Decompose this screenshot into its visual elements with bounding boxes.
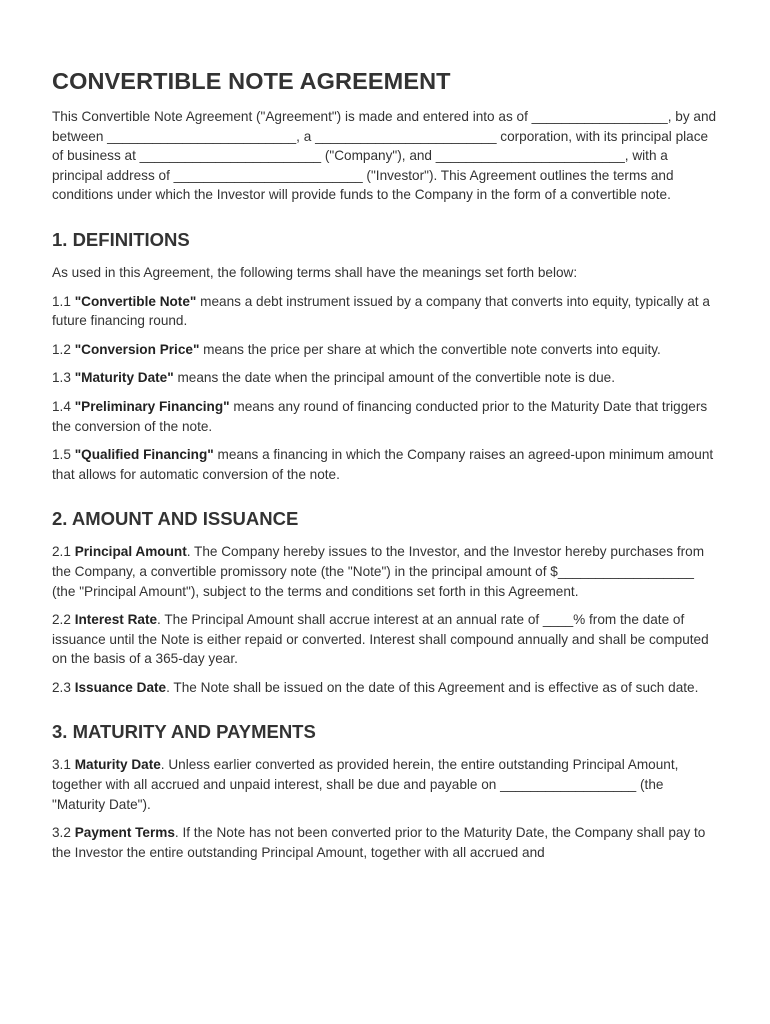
clause-term: "Preliminary Financing" — [74, 398, 230, 414]
section-heading-amount: 2. AMOUNT AND ISSUANCE — [52, 508, 299, 530]
clause-2-1 — [52, 542, 718, 601]
clause-term: Principal Amount — [74, 544, 187, 560]
clause-term: Issuance Date — [74, 679, 167, 695]
clause-term: Maturity Date — [74, 757, 161, 773]
clause-text: means the price per share at which the convertible note converts into equity. — [199, 341, 661, 357]
section-heading-definitions: 1. DEFINITIONS — [52, 228, 190, 250]
document-title: CONVERTIBLE NOTE AGREEMENT — [52, 68, 451, 94]
clause-number: 1.5 — [52, 447, 75, 463]
clause-1-2 — [52, 340, 718, 360]
clause-text: means any round of financing conducted prior to the Maturity Date that triggers the conversion of the note. — [52, 398, 708, 434]
section-heading-maturity: 3. MATURITY AND PAYMENTS — [52, 721, 316, 743]
clause-3-1 — [52, 755, 718, 814]
clause-term: "Convertible Note" — [74, 293, 197, 309]
clause-1-4 — [52, 397, 718, 436]
clause-term: "Conversion Price" — [74, 341, 200, 357]
clause-2-3 — [52, 678, 718, 698]
clause-text: means a financing in which the Company raises an agreed-upon minimum amount that allows for automatic conversion of the note. — [52, 447, 714, 482]
intro-paragraph: This Convertible Note Agreement ("Agreement") is made and entered into as of __________________, by and between _________________________, a ________________________ corporation, with its principal place of business at ________________________ ("Company"), and _________________________, with a principal address of _________________________ ("Investor"). This Agreement outlines the terms and conditions under which the Investor will provide funds to the Company in the form of a convertible note. — [52, 109, 717, 203]
clause-2-2 — [52, 610, 718, 669]
clause-number: 3.1 — [52, 757, 75, 773]
clause-term: "Maturity Date" — [74, 370, 174, 386]
clause-number: 2.3 — [52, 679, 75, 695]
clause-term: Interest Rate — [74, 612, 158, 628]
clause-text: . The Note shall be issued on the date of this Agreement and is effective as of such date. — [166, 679, 699, 695]
clause-number: 3.2 — [52, 825, 75, 841]
clause-3-2 — [52, 823, 718, 862]
clause-text: means the date when the principal amount of the convertible note is due. — [173, 370, 616, 386]
clause-number: 1.3 — [52, 370, 75, 386]
clause-number: 2.1 — [52, 544, 75, 560]
clause-1-1 — [52, 292, 718, 331]
definitions-lead: As used in this Agreement, the following terms shall have the meanings set forth below: — [52, 264, 578, 280]
clause-number: 1.4 — [52, 398, 75, 414]
clause-number: 1.2 — [52, 341, 75, 357]
clause-text: . The Company hereby issues to the Investor, and the Investor hereby purchases from the Company, a convertible promissory note (the "Note") in the principal amount of $__________________ (the "Principal Amount"), subject to the terms and conditions set forth in this Agreement. — [52, 544, 705, 599]
clause-text: . The Principal Amount shall accrue interest at an annual rate of ____% from the date of issuance until the Note is either repaid or converted. Interest shall compound annually and shall be computed on the basis of a 365-day year. — [52, 612, 709, 667]
clause-text: . If the Note has not been converted prior to the Maturity Date, the Company shall pay to the Investor the entire outstanding Principal Amount, together with all accrued and — [52, 825, 706, 860]
clause-1-5 — [52, 445, 718, 484]
clause-term: "Qualified Financing" — [74, 447, 214, 463]
clause-1-3 — [52, 368, 718, 388]
clause-number: 2.2 — [52, 612, 75, 628]
clause-text: means a debt instrument issued by a company that converts into equity, typically at a future financing round. — [52, 293, 710, 329]
clause-number: 1.1 — [52, 293, 75, 309]
clause-text: . Unless earlier converted as provided herein, the entire outstanding Principal Amount, together with all accrued and unpaid interest, shall be due and payable on __________________ (the "Maturity Date"). — [52, 757, 679, 812]
clause-term: Payment Terms — [74, 825, 175, 841]
